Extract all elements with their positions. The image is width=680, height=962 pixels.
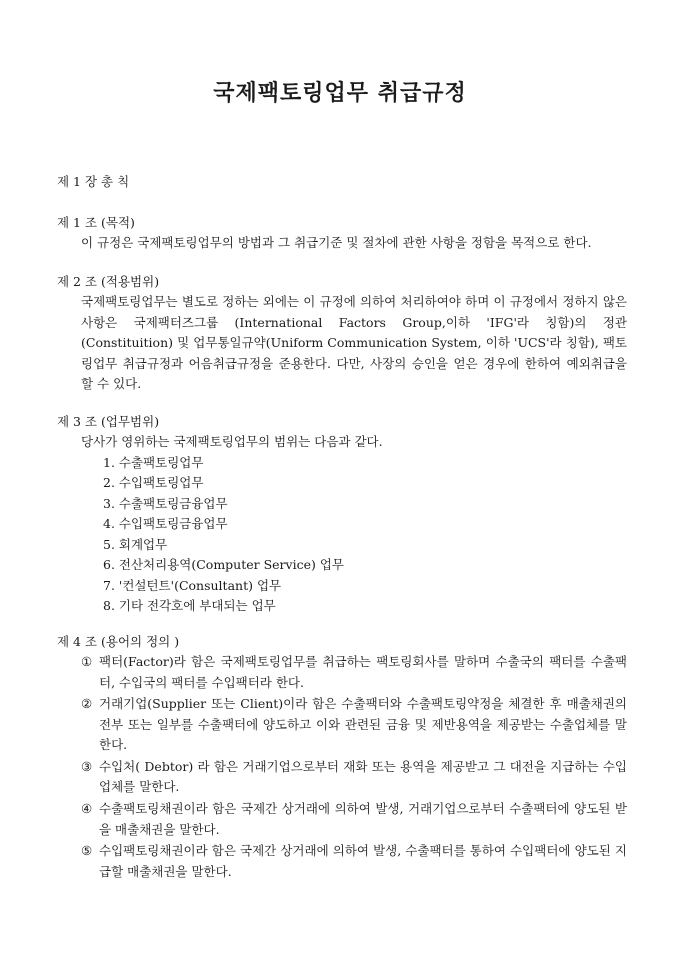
scope-item-2: 2. 수입팩토링업무 bbox=[103, 475, 204, 490]
article-2 bbox=[57, 272, 627, 395]
scope-item-5: 5. 회계업무 bbox=[103, 536, 168, 552]
definition-number: ① bbox=[81, 654, 93, 669]
definition-3 bbox=[57, 757, 627, 798]
article-3 bbox=[57, 412, 627, 617]
scope-item-7: 7. '컨설턴트'(Consultant) 업무 bbox=[103, 577, 282, 593]
document-title: 국제팩토링업무 취급규정 bbox=[213, 80, 467, 106]
definition-number: ③ bbox=[81, 758, 93, 774]
definition-1 bbox=[57, 652, 627, 693]
definition-number: ② bbox=[81, 696, 93, 712]
article-2-body: 국제팩토링업무는 별도로 정하는 외에는 이 규정에 의하여 처리하여야 하며 이 규정에서 정하지 않은 사항은 국제팩터즈그룹 (International Factors Group,이하 'IFG'라 칭함)의 정관(Constituition) 및 업무통일규약(Uniform Communication System, 이하 'UCS'라 칭함), 팩토링업무 취급규정과 어음취급규정을 준용한다. 다만, 사장의 승인을 얻은 경우에 한하여 예외취급을 할 수 있다. bbox=[81, 294, 627, 391]
definition-number: ⑤ bbox=[81, 843, 93, 859]
definition-text: 수입처( Debtor) 라 함은 거래기업으로부터 재화 또는 용역을 제공받고 그 대전을 지급하는 수입업체를 말한다. bbox=[99, 758, 627, 795]
article-1-body: 이 규정은 국제팩토링업무의 방법과 그 취급기준 및 절차에 관한 사항을 정함을 목적으로 한다. bbox=[81, 235, 592, 250]
article-3-heading: 제 3 조 (업무범위) bbox=[57, 414, 160, 429]
article-2-heading: 제 2 조 (적용범위) bbox=[57, 274, 160, 289]
definition-text: 수입팩토링채권이라 함은 국제간 상거래에 의하여 발생, 수출팩터를 통하여 수입팩터에 양도된 지급할 매출채권을 말한다. bbox=[99, 843, 627, 879]
definition-4 bbox=[57, 799, 627, 840]
article-4-heading: 제 4 조 (용어의 정의 ) bbox=[57, 634, 180, 649]
definition-text: 거래기업(Supplier 또는 Client)이라 함은 수출팩터와 수출팩토링약정을 체결한 후 매출채권의 전부 또는 일부를 수출팩터에 양도하고 이와 관련된 금융 및 제반용역을 제공받는 수출업체를 말한다. bbox=[99, 696, 627, 753]
article-3-intro: 당사가 영위하는 국제팩토링업무의 범위는 다음과 같다. bbox=[81, 434, 383, 449]
scope-item-3: 3. 수출팩토링금융업무 bbox=[103, 495, 228, 511]
article-1 bbox=[57, 213, 627, 254]
scope-item-6: 6. 전산처리용역(Computer Service) 업무 bbox=[103, 557, 344, 572]
chapter-heading: 제 1 장 총 칙 bbox=[57, 174, 130, 189]
definition-5 bbox=[57, 841, 627, 882]
scope-item-4: 4. 수입팩토링금융업무 bbox=[103, 516, 228, 531]
definition-text: 팩터(Factor)라 함은 국제팩토링업무를 취급하는 팩토링회사를 말하며 수출국의 팩터를 수출팩터, 수입국의 팩터를 수입팩터라 한다. bbox=[99, 654, 627, 690]
definition-2 bbox=[57, 694, 627, 756]
article-1-heading: 제 1 조 (목적) bbox=[57, 215, 135, 230]
scope-item-1: 1. 수출팩토링업무 bbox=[103, 454, 204, 470]
definition-text: 수출팩토링채권이라 함은 국제간 상거래에 의하여 발생, 거래기업으로부터 수출팩터에 양도된 받을 매출채권을 말한다. bbox=[99, 801, 627, 837]
definition-number: ④ bbox=[81, 801, 93, 817]
article-4 bbox=[57, 632, 627, 883]
scope-item-8: 8. 기타 전각호에 부대되는 업무 bbox=[103, 598, 276, 613]
